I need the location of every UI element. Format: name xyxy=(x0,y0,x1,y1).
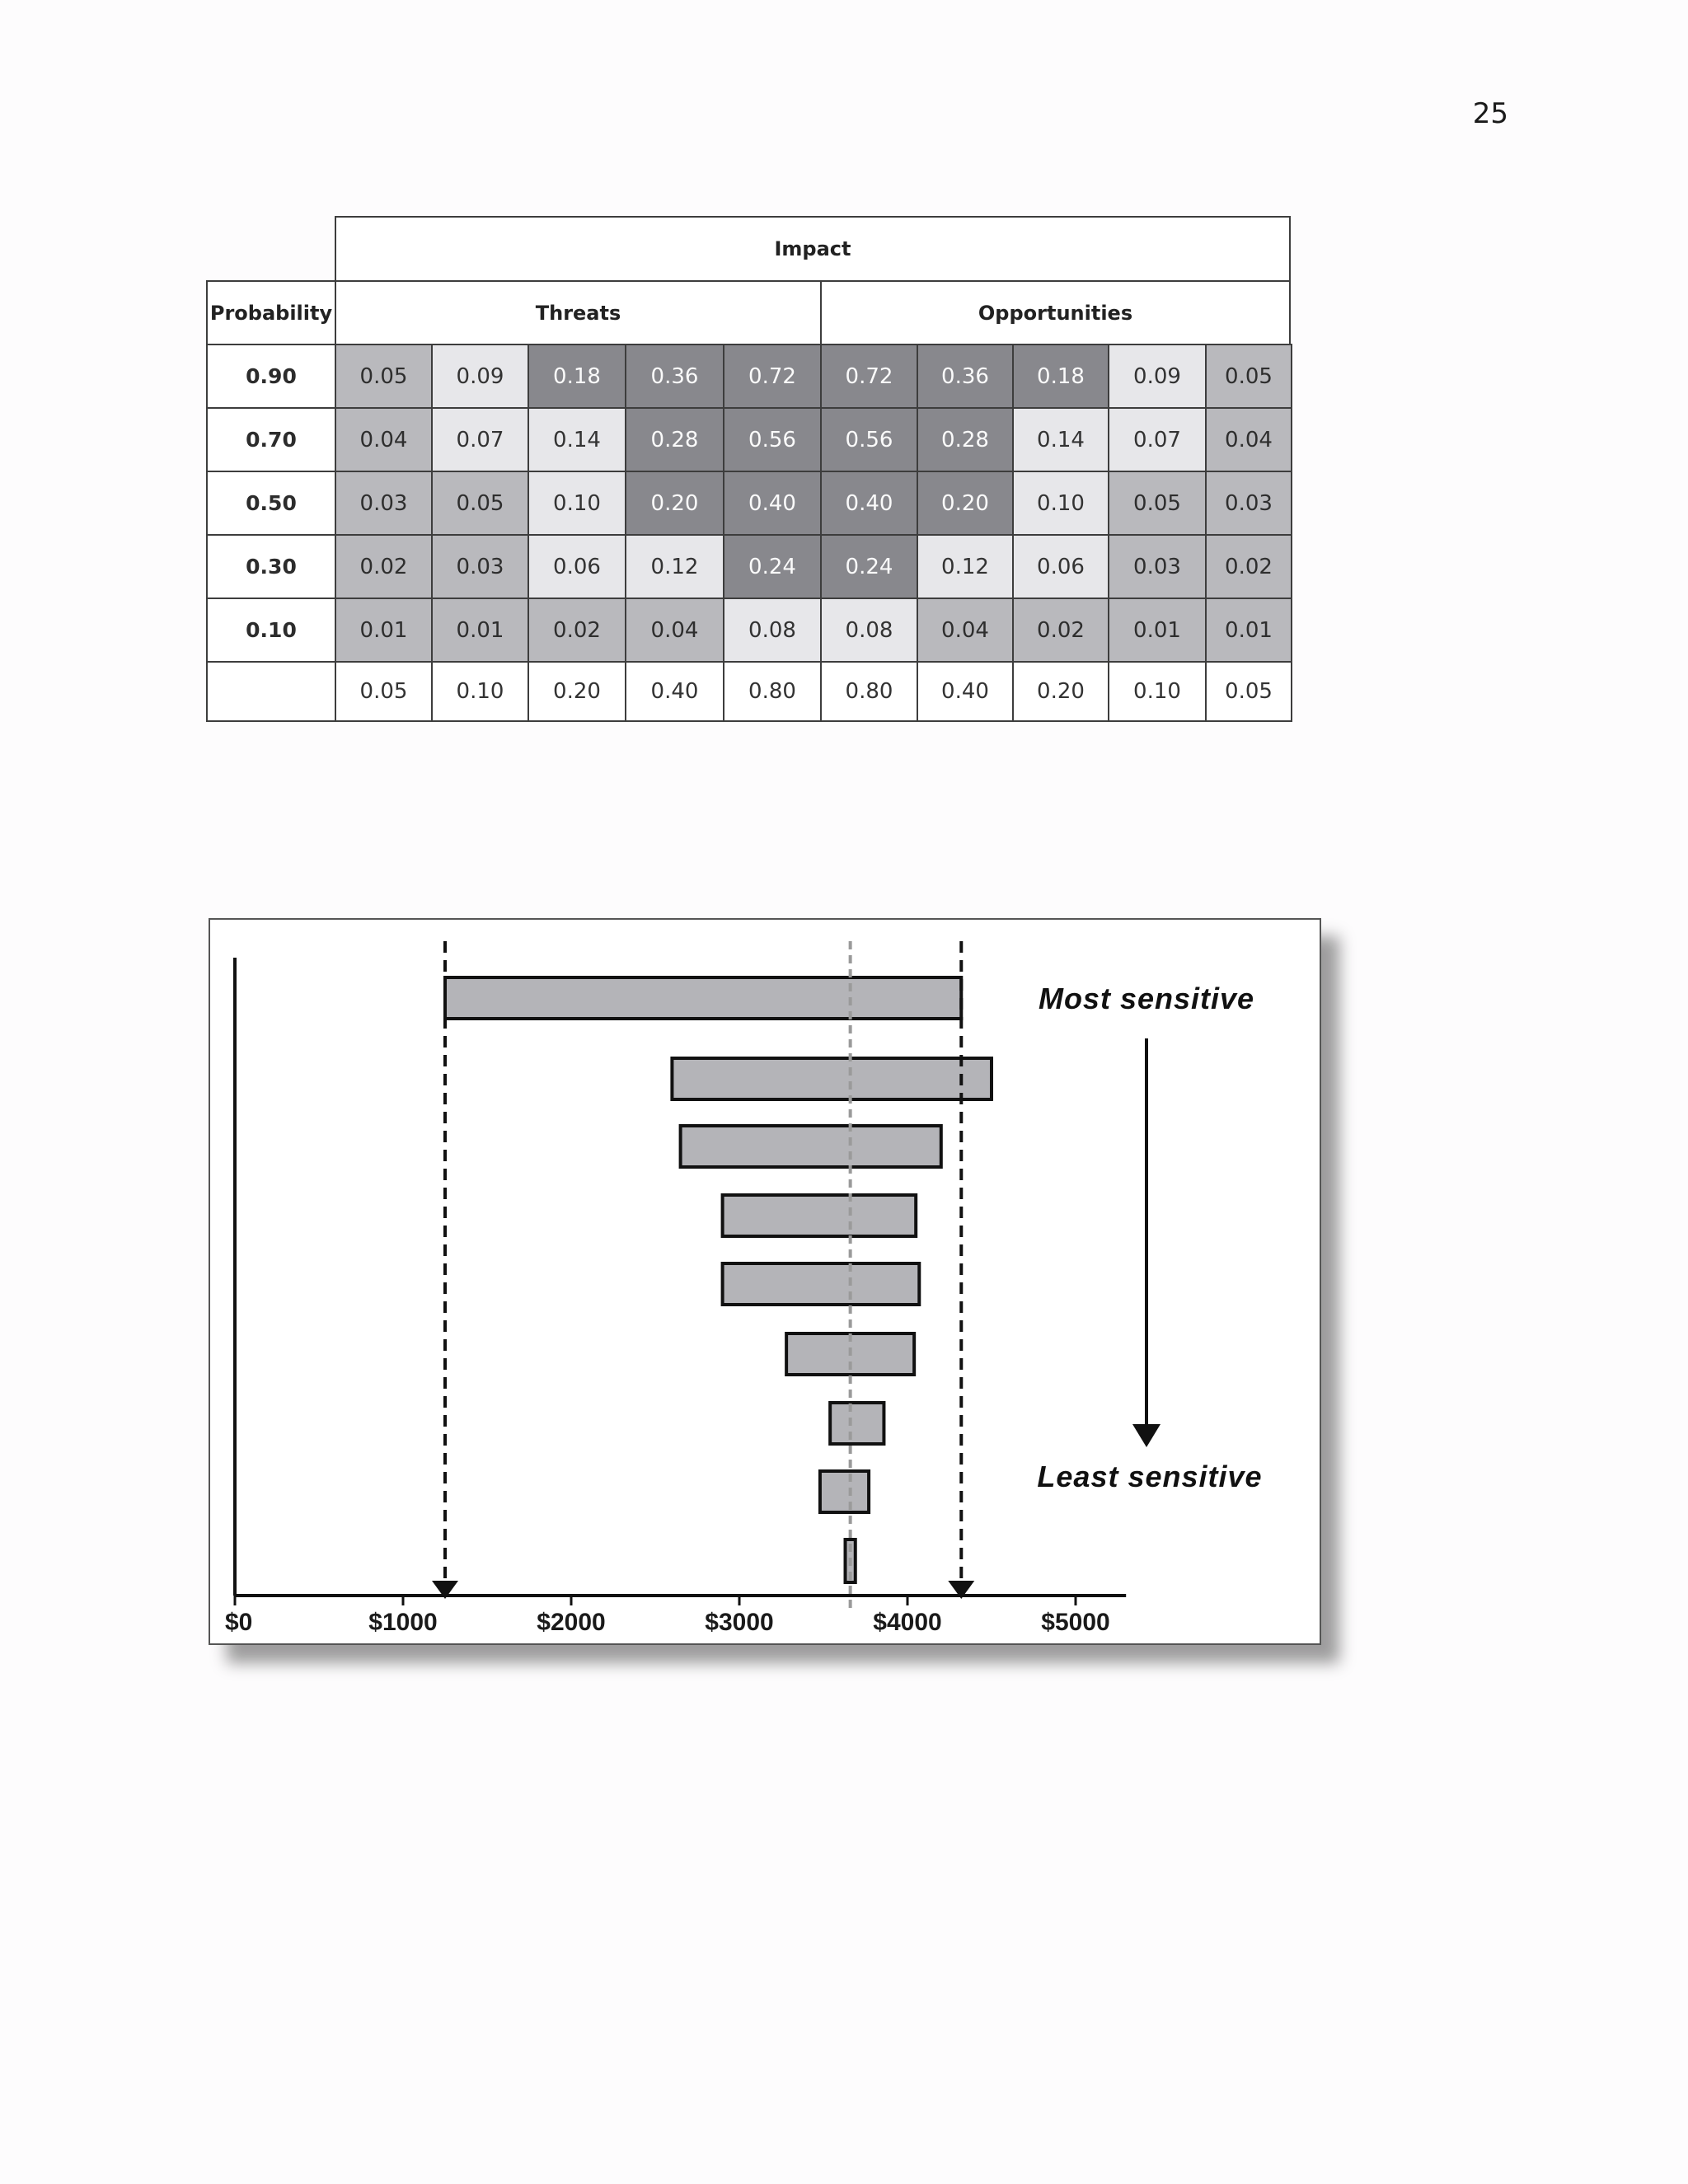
risk-score-cell: 0.03 xyxy=(1205,471,1292,536)
risk-score-cell: 0.01 xyxy=(335,598,433,663)
risk-score-cell: 0.20 xyxy=(625,471,724,536)
risk-score-cell: 0.05 xyxy=(1108,471,1207,536)
probability-value: 0.50 xyxy=(206,471,336,536)
risk-score-cell: 0.08 xyxy=(723,598,822,663)
tornado-chart-svg xyxy=(210,920,1320,1643)
risk-score-cell: 0.07 xyxy=(431,407,529,472)
risk-score-cell: 0.03 xyxy=(335,471,433,536)
risk-score-cell: 0.20 xyxy=(917,471,1014,536)
probability-value: 0.30 xyxy=(206,534,336,599)
risk-score-cell: 0.05 xyxy=(1205,344,1292,409)
risk-score-cell: 0.28 xyxy=(917,407,1014,472)
impact-value-cell: 0.80 xyxy=(723,661,822,722)
risk-score-cell: 0.04 xyxy=(917,598,1014,663)
probability-value: 0.90 xyxy=(206,344,336,409)
risk-score-cell: 0.28 xyxy=(625,407,724,472)
risk-score-cell: 0.18 xyxy=(528,344,626,409)
risk-score-cell: 0.02 xyxy=(335,534,433,599)
impact-value-cell: 0.40 xyxy=(625,661,724,722)
page-number: 25 xyxy=(1472,97,1508,130)
least-sensitive-label: Least sensitive xyxy=(1037,1460,1263,1493)
threats-header: Threats xyxy=(335,280,822,345)
risk-score-cell: 0.06 xyxy=(1012,534,1109,599)
risk-score-cell: 0.05 xyxy=(431,471,529,536)
tornado-bar xyxy=(723,1195,917,1236)
risk-score-cell: 0.72 xyxy=(820,344,918,409)
risk-score-cell: 0.24 xyxy=(723,534,822,599)
empty-corner-cell xyxy=(206,661,336,722)
tornado-bar xyxy=(672,1058,992,1099)
impact-header: Impact xyxy=(335,216,1291,282)
risk-score-cell: 0.36 xyxy=(917,344,1014,409)
risk-score-cell: 0.04 xyxy=(1205,407,1292,472)
down-arrow-icon xyxy=(1132,1424,1160,1447)
most-sensitive-label: Most sensitive xyxy=(1038,982,1255,1015)
risk-score-cell: 0.03 xyxy=(1108,534,1207,599)
risk-score-cell: 0.01 xyxy=(431,598,529,663)
risk-score-cell: 0.01 xyxy=(1205,598,1292,663)
risk-score-cell: 0.40 xyxy=(723,471,822,536)
x-tick-label: $2000 xyxy=(537,1609,606,1636)
risk-score-cell: 0.06 xyxy=(528,534,626,599)
risk-score-cell: 0.14 xyxy=(1012,407,1109,472)
risk-score-cell: 0.72 xyxy=(723,344,822,409)
impact-value-cell: 0.10 xyxy=(431,661,529,722)
impact-value-cell: 0.05 xyxy=(1205,661,1292,722)
opportunities-header: Opportunities xyxy=(820,280,1291,345)
impact-value-cell: 0.20 xyxy=(1012,661,1109,722)
x-tick-label: $1000 xyxy=(368,1609,438,1636)
risk-score-cell: 0.07 xyxy=(1108,407,1207,472)
risk-score-cell: 0.09 xyxy=(1108,344,1207,409)
impact-value-cell: 0.05 xyxy=(335,661,433,722)
x-tick-label: $5000 xyxy=(1041,1609,1110,1636)
tornado-bar xyxy=(445,977,961,1019)
risk-score-cell: 0.12 xyxy=(917,534,1014,599)
risk-score-cell: 0.10 xyxy=(1012,471,1109,536)
risk-score-cell: 0.18 xyxy=(1012,344,1109,409)
risk-score-cell: 0.02 xyxy=(1012,598,1109,663)
risk-score-cell: 0.09 xyxy=(431,344,529,409)
tornado-bar xyxy=(830,1403,884,1444)
risk-score-cell: 0.10 xyxy=(528,471,626,536)
impact-value-cell: 0.10 xyxy=(1108,661,1207,722)
risk-score-cell: 0.40 xyxy=(820,471,918,536)
risk-score-cell: 0.01 xyxy=(1108,598,1207,663)
risk-score-cell: 0.56 xyxy=(820,407,918,472)
probability-value: 0.70 xyxy=(206,407,336,472)
tornado-chart xyxy=(209,918,1321,1645)
x-tick-label: $3000 xyxy=(705,1609,774,1636)
risk-score-cell: 0.08 xyxy=(820,598,918,663)
probability-value: 0.10 xyxy=(206,598,336,663)
risk-score-cell: 0.36 xyxy=(625,344,724,409)
probability-header: Probability xyxy=(206,280,336,345)
impact-value-cell: 0.40 xyxy=(917,661,1014,722)
risk-score-cell: 0.56 xyxy=(723,407,822,472)
impact-value-cell: 0.20 xyxy=(528,661,626,722)
tornado-bar xyxy=(723,1263,920,1305)
risk-score-cell: 0.24 xyxy=(820,534,918,599)
x-tick-label: $0 xyxy=(225,1609,253,1636)
risk-score-cell: 0.14 xyxy=(528,407,626,472)
tornado-bar xyxy=(820,1471,869,1512)
risk-score-cell: 0.02 xyxy=(1205,534,1292,599)
risk-score-cell: 0.03 xyxy=(431,534,529,599)
risk-score-cell: 0.02 xyxy=(528,598,626,663)
risk-score-cell: 0.12 xyxy=(625,534,724,599)
risk-score-cell: 0.04 xyxy=(335,407,433,472)
risk-score-cell: 0.05 xyxy=(335,344,433,409)
tornado-bar xyxy=(681,1126,941,1167)
probability-impact-matrix xyxy=(206,216,1291,722)
risk-score-cell: 0.04 xyxy=(625,598,724,663)
x-tick-label: $4000 xyxy=(873,1609,942,1636)
impact-value-cell: 0.80 xyxy=(820,661,918,722)
